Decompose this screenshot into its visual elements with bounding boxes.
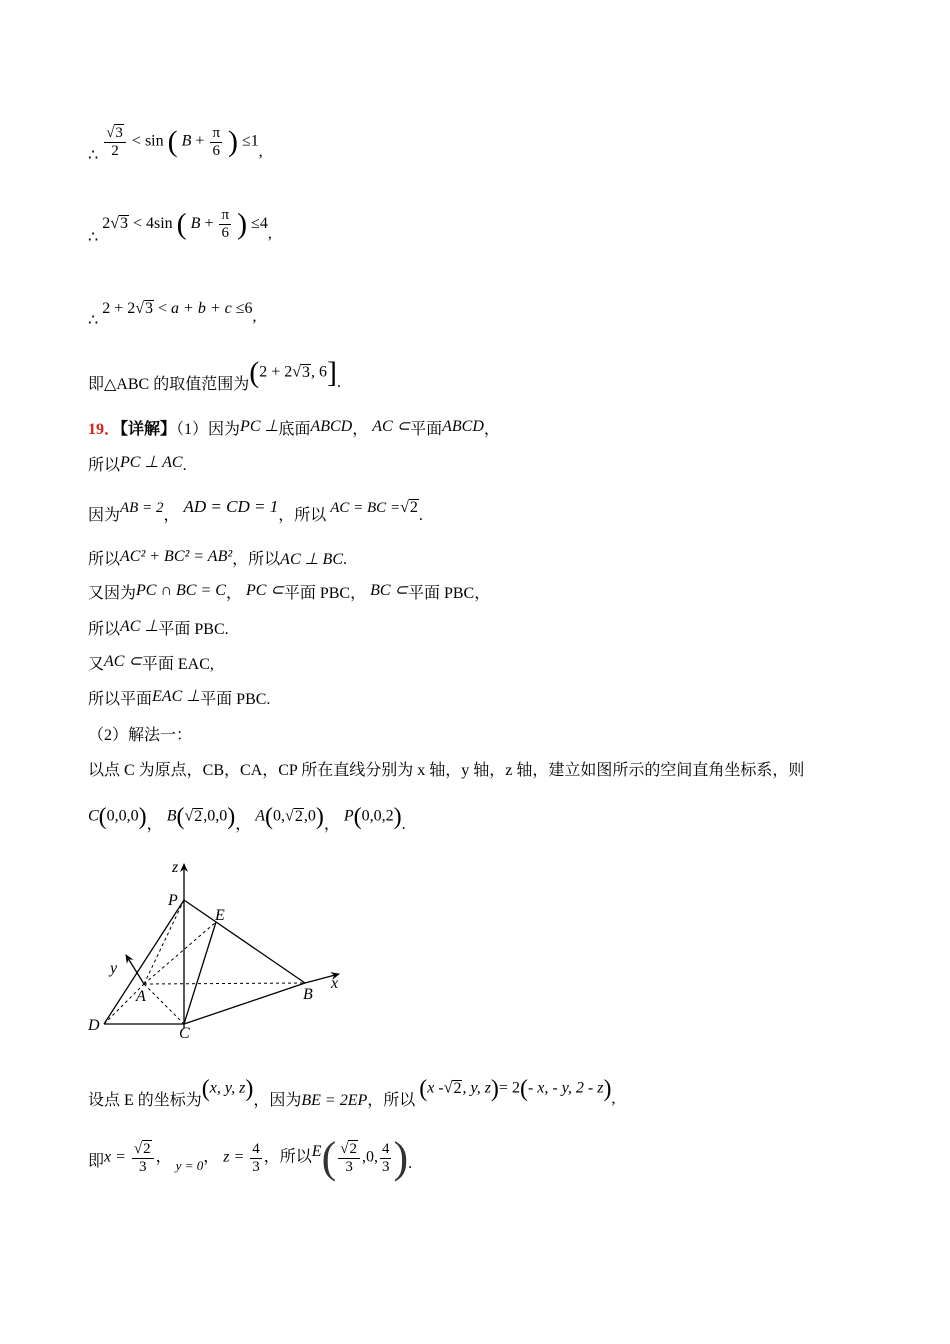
fraction-sqrt3-over-2: $\frac{√3}{2}$	[104, 124, 126, 160]
fraction-4-over-3: $\frac{4}{3}$	[252, 1140, 260, 1175]
label-E: E	[215, 907, 225, 924]
line-13: （2）解法一：	[88, 727, 193, 744]
detail-tag: 【详解】	[120, 421, 177, 438]
line-3: ∴ 2 + 2√3 < a + b + c ≤6,	[88, 300, 257, 329]
label-x: x	[331, 975, 339, 992]
line-12: 所以平面EAC ⊥平面 PBC.	[88, 688, 271, 708]
y-axis	[126, 955, 144, 984]
line-14: 以点 C 为原点，CB，CA，CP 所在直线分别为 x 轴，y 轴，z 轴，建立如图所示的空间直角坐标系，则	[88, 762, 805, 779]
line-17: 即x = $\frac{√2}{3}$ ， $_{y = 0}$， z = $\frac{4}{3}$ ，所以E( $\frac{√2}{3}$ ,0, $\frac{4}{3}$ ).	[88, 1133, 413, 1182]
label-A: A	[136, 988, 146, 1005]
coordinate-system-figure	[82, 852, 352, 1047]
edge-CB	[184, 983, 305, 1024]
fraction-pi-over-6: $\frac{\pi}{6}$	[212, 124, 221, 159]
fraction-4-over-3-b: $\frac{4}{3}$	[381, 1140, 390, 1175]
therefore-symbol: ∴	[88, 229, 99, 247]
label-D: D	[88, 1017, 100, 1034]
edge-PB	[184, 900, 305, 983]
question-number: 19．	[88, 421, 121, 438]
label-y: y	[110, 960, 118, 977]
edge-AP	[144, 900, 184, 984]
edge-CE	[184, 922, 216, 1024]
label-P: P	[168, 892, 178, 909]
edge-AC	[144, 984, 184, 1024]
line-1: ∴ $\frac{√3}{2}$ < sin ( B + $\frac{\pi}{6}$ ) ≤1,	[88, 124, 263, 164]
label-C: C	[179, 1025, 190, 1042]
edge-AB	[144, 983, 305, 984]
line-15: C(0,0,0)， B(√2,0,0)， A(0,√2,0)， P(0,0,2).	[88, 804, 406, 833]
line-7: 因为AB = 2， AD = CD = 1，所以 AC = BC =√2.	[88, 497, 423, 524]
line-10: 所以AC ⊥平面 PBC.	[88, 618, 229, 638]
label-B: B	[303, 986, 313, 1003]
therefore-symbol: ∴	[88, 146, 99, 164]
line-11: 又AC ⊂平面 EAC,	[88, 653, 214, 673]
fraction-pi-over-6: $\frac{\pi}{6}$	[221, 207, 230, 241]
line-9: 又因为PC ∩ BC = C， PC ⊂平面 PBC， BC ⊂平面 PBC，	[88, 582, 491, 602]
label-z: z	[172, 859, 179, 876]
line-8: 所以AC² + BC² = AB²，所以AC ⊥ BC.	[88, 548, 347, 568]
line-4: 即△ABC 的取值范围为(2 + 2√3, 6].	[88, 356, 342, 393]
line-6: 所以PC ⊥ AC.	[88, 454, 187, 474]
line-2: ∴ 2√3 < 4sin ( B + $\frac{\pi}{6}$ ) ≤4,	[88, 207, 272, 247]
line-16: 设点 E 的坐标为(x, y, z)，因为BE = 2EP，所以 (x -√2, y, z)= 2(- x, - y, 2 - z),	[88, 1076, 616, 1109]
fraction-sqrt2-over-3: $\frac{√2}{3}$	[132, 1140, 154, 1176]
question-19-header: 19．【详解】（1）因为PC ⊥底面ABCD， AC ⊂平面ABCD，	[88, 418, 500, 438]
therefore-symbol: ∴	[88, 312, 99, 329]
fraction-sqrt2-over-3-b: $\frac{√2}{3}$	[338, 1140, 360, 1176]
edge-AE	[144, 922, 216, 984]
